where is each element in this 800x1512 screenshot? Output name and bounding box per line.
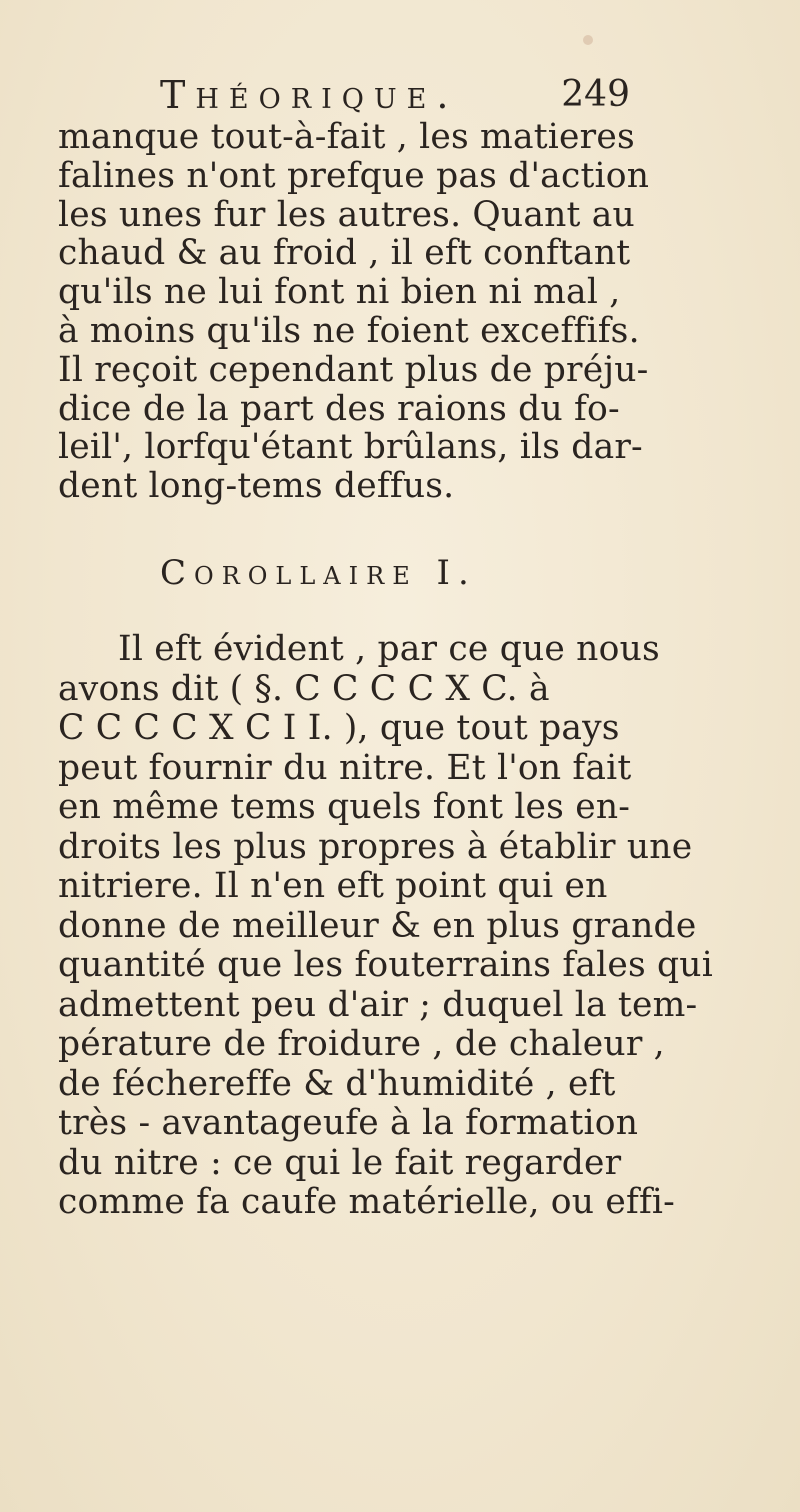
section-title: Corollaire I. bbox=[160, 553, 477, 593]
text-line: nitriere. Il n'en eft point qui en bbox=[58, 866, 608, 906]
text-line: C C C C X C I I. ), que tout pays bbox=[58, 708, 620, 748]
text-line: peut fournir du nitre. Et l'on fait bbox=[58, 747, 632, 788]
paragraph-2 bbox=[58, 629, 713, 1223]
text-line: Il reçoit cependant plus de préju- bbox=[58, 349, 649, 390]
text-line: à moins qu'ils ne foient exceffifs. bbox=[58, 310, 640, 351]
text-line: qu'ils ne lui font ni bien ni mal , bbox=[58, 272, 621, 313]
text-line: admettent peu d'air ; duquel la tem- bbox=[58, 984, 698, 1025]
running-head: Théorique. bbox=[160, 73, 459, 117]
text-line: falines n'ont prefque pas d'action bbox=[58, 155, 650, 196]
text-line: dent long-tems deffus. bbox=[58, 466, 455, 507]
text-line: avons dit ( §. C C C C X C. à bbox=[58, 668, 550, 709]
text-line: donne de meilleur & en plus grande bbox=[58, 905, 697, 946]
text-line: manque tout-à-fait , les matieres bbox=[58, 117, 635, 157]
text-line: pérature de froidure , de chaleur , bbox=[58, 1024, 665, 1064]
page-header bbox=[160, 70, 630, 120]
text-line: en même tems quels font les en- bbox=[58, 787, 631, 827]
text-line: comme fa caufe matérielle, ou effi- bbox=[58, 1182, 675, 1222]
paper-stain bbox=[583, 35, 593, 45]
text-line: du nitre : ce qui le fait regarder bbox=[58, 1142, 622, 1183]
text-line: Il eft évident , par ce que nous bbox=[118, 629, 660, 669]
text-line: leil', lorfqu'étant brûlans, ils dar- bbox=[58, 427, 643, 468]
text-line: les unes fur les autres. Quant au bbox=[58, 194, 635, 235]
text-line: dice de la part des raions du fo- bbox=[58, 388, 620, 429]
text-line: de féchereffe & d'humidité , eft bbox=[58, 1063, 616, 1104]
text-line: très - avantageufe à la formation bbox=[58, 1103, 639, 1143]
page-number: 249 bbox=[561, 74, 630, 115]
text-line: quantité que les fouterrains fales qui bbox=[58, 945, 713, 985]
text-line: chaud & au froid , il eft conftant bbox=[58, 233, 631, 274]
text-line: droits les plus propres à établir une bbox=[58, 826, 693, 867]
paragraph-1 bbox=[58, 118, 658, 506]
